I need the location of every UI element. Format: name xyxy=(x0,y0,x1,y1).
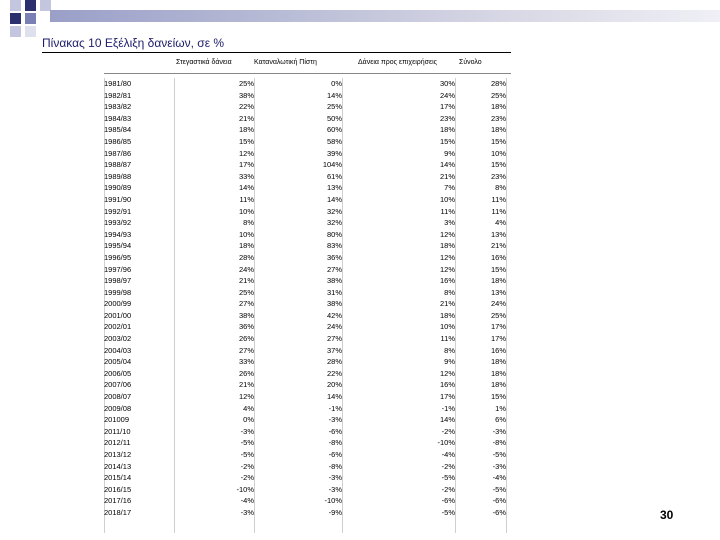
value-cell: -3% xyxy=(240,426,254,436)
table-row xyxy=(104,90,506,102)
value-cell: 12% xyxy=(439,368,455,378)
value-cell: 16% xyxy=(490,252,506,262)
table-row xyxy=(104,391,506,403)
period-cell: 1995/94 xyxy=(104,241,132,251)
value-cell: 25% xyxy=(490,310,506,320)
period-cell: 2013/12 xyxy=(104,450,132,459)
value-cell: 11% xyxy=(440,206,455,216)
period-cell: 1994/93 xyxy=(104,229,132,239)
value-cell: 50% xyxy=(326,113,342,123)
value-cell: 8% xyxy=(495,183,506,193)
value-cell: 13% xyxy=(490,229,506,239)
value-cell: 58% xyxy=(326,136,342,146)
period-cell: 2001/00 xyxy=(104,310,132,320)
value-cell: 10% xyxy=(439,322,455,332)
value-cell: 38% xyxy=(326,299,342,309)
table-row xyxy=(104,171,506,183)
value-cell: 16% xyxy=(490,345,506,355)
value-cell: 4% xyxy=(243,403,254,413)
value-cell: -6% xyxy=(492,507,506,517)
value-cell: 12% xyxy=(439,252,455,262)
value-cell: 15% xyxy=(439,136,455,146)
period-cell: 2000/99 xyxy=(104,299,132,309)
period-cell: 201009 xyxy=(104,415,130,425)
value-cell: -4% xyxy=(492,473,506,483)
value-cell: 25% xyxy=(326,102,342,112)
table-row xyxy=(104,461,506,473)
value-cell: 20% xyxy=(326,380,342,390)
table-row xyxy=(104,287,506,299)
value-cell: 16% xyxy=(439,380,455,390)
value-cell: -6% xyxy=(492,496,506,506)
value-cell: 21% xyxy=(238,113,254,123)
value-cell: -10% xyxy=(324,496,342,506)
value-cell: 37% xyxy=(326,345,342,355)
period-cell: 1987/86 xyxy=(104,148,132,158)
table-row xyxy=(104,437,506,449)
value-cell: 22% xyxy=(238,102,254,112)
table-row xyxy=(104,426,506,438)
value-cell: 17% xyxy=(490,322,506,332)
period-cell: 1996/95 xyxy=(104,252,132,262)
value-cell: -10% xyxy=(437,438,455,448)
table-row xyxy=(104,78,506,90)
value-cell: 12% xyxy=(439,229,455,239)
col-header-business: Δάνεια προς επιχειρήσεις xyxy=(358,59,438,66)
value-cell: 17% xyxy=(439,102,455,112)
header-gradient-bar xyxy=(50,10,720,22)
table-row xyxy=(104,124,506,136)
value-cell: 38% xyxy=(238,90,254,100)
value-cell: 18% xyxy=(439,310,455,320)
loans-table xyxy=(104,78,506,519)
value-cell: 11% xyxy=(440,334,455,344)
value-cell: 21% xyxy=(238,276,254,286)
value-cell: 0% xyxy=(331,79,342,88)
table-row xyxy=(104,113,506,125)
value-cell: 28% xyxy=(490,79,506,88)
value-cell: -3% xyxy=(492,461,506,471)
value-cell: -6% xyxy=(328,450,342,459)
value-cell: -6% xyxy=(328,426,342,436)
value-cell: 33% xyxy=(238,171,254,181)
value-cell: 4% xyxy=(495,218,506,228)
value-cell: 31% xyxy=(326,287,342,297)
value-cell: -2% xyxy=(240,461,254,471)
table-row xyxy=(104,484,506,496)
period-cell: 1991/90 xyxy=(104,194,132,204)
value-cell: -6% xyxy=(441,496,455,506)
period-cell: 1984/83 xyxy=(104,113,132,123)
value-cell: 18% xyxy=(238,241,254,251)
value-cell: 21% xyxy=(238,380,254,390)
value-cell: 36% xyxy=(326,252,342,262)
value-cell: 104% xyxy=(322,160,342,170)
value-cell: -2% xyxy=(441,484,455,494)
value-cell: 25% xyxy=(238,287,254,297)
value-cell: -3% xyxy=(328,415,342,425)
period-cell: 1998/97 xyxy=(104,276,132,286)
period-cell: 1983/82 xyxy=(104,102,132,112)
value-cell: 10% xyxy=(490,148,506,158)
period-cell: 2008/07 xyxy=(104,392,132,402)
value-cell: 13% xyxy=(490,287,506,297)
period-cell: 2007/06 xyxy=(104,380,132,390)
value-cell: -8% xyxy=(492,438,506,448)
value-cell: 25% xyxy=(238,79,254,88)
period-cell: 2011/10 xyxy=(104,426,131,436)
value-cell: -1% xyxy=(441,403,455,413)
value-cell: 14% xyxy=(326,90,342,100)
value-cell: 18% xyxy=(490,357,506,367)
table-row xyxy=(104,159,506,171)
period-cell: 2018/17 xyxy=(104,507,132,517)
table-row xyxy=(104,414,506,426)
value-cell: 26% xyxy=(238,368,254,378)
value-cell: 12% xyxy=(238,148,254,158)
page-title: Πίνακας 10 Εξέλιξη δανείων, σε % xyxy=(42,36,225,50)
value-cell: 14% xyxy=(439,415,455,425)
value-cell: 15% xyxy=(238,136,254,146)
value-cell: 18% xyxy=(490,276,506,286)
value-cell: -5% xyxy=(492,450,506,459)
period-cell: 1997/96 xyxy=(104,264,132,274)
value-cell: 10% xyxy=(238,229,254,239)
table-row xyxy=(104,194,506,206)
period-cell: 1993/92 xyxy=(104,218,132,228)
period-cell: 1982/81 xyxy=(104,90,132,100)
value-cell: 18% xyxy=(439,125,455,135)
value-cell: 24% xyxy=(490,299,506,309)
value-cell: 26% xyxy=(238,334,254,344)
period-cell: 1999/98 xyxy=(104,287,132,297)
value-cell: 18% xyxy=(490,102,506,112)
table-row xyxy=(104,507,506,519)
value-cell: 38% xyxy=(326,276,342,286)
table-row xyxy=(104,472,506,484)
table-row xyxy=(104,217,506,229)
value-cell: -3% xyxy=(328,484,342,494)
table-row xyxy=(104,182,506,194)
value-cell: -5% xyxy=(441,473,455,483)
value-cell: 23% xyxy=(439,113,455,123)
value-cell: 30% xyxy=(439,79,455,88)
value-cell: 32% xyxy=(326,206,342,216)
value-cell: 14% xyxy=(326,194,342,204)
period-cell: 1989/88 xyxy=(104,171,132,181)
value-cell: 3% xyxy=(444,218,455,228)
value-cell: 14% xyxy=(326,392,342,402)
value-cell: 12% xyxy=(238,392,254,402)
table-row xyxy=(104,310,506,322)
period-cell: 1992/91 xyxy=(104,206,132,216)
value-cell: -10% xyxy=(236,484,254,494)
period-cell: 2017/16 xyxy=(104,496,132,506)
value-cell: 9% xyxy=(444,148,455,158)
value-cell: -4% xyxy=(441,450,455,459)
value-cell: 61% xyxy=(326,171,342,181)
value-cell: -3% xyxy=(240,507,254,517)
value-cell: 8% xyxy=(444,287,455,297)
value-cell: 10% xyxy=(439,194,455,204)
value-cell: 60% xyxy=(326,125,342,135)
value-cell: 11% xyxy=(491,194,506,204)
period-cell: 2009/08 xyxy=(104,403,132,413)
col-header-consumer: Καταναλωτική Πίστη xyxy=(254,59,317,66)
value-cell: 9% xyxy=(444,357,455,367)
value-cell: 15% xyxy=(490,392,506,402)
value-cell: 7% xyxy=(444,183,455,193)
value-cell: 14% xyxy=(238,183,254,193)
value-cell: 83% xyxy=(326,241,342,251)
col-header-total: Σύνολο xyxy=(459,59,482,66)
value-cell: 80% xyxy=(326,229,342,239)
title-rule xyxy=(42,52,511,53)
table-row xyxy=(104,368,506,380)
value-cell: 1% xyxy=(495,403,506,413)
col-header-housing: Στεγαστικά δάνεια xyxy=(176,59,232,66)
header-rule xyxy=(104,73,511,74)
value-cell: 38% xyxy=(238,310,254,320)
value-cell: 0% xyxy=(243,415,254,425)
period-cell: 1986/85 xyxy=(104,136,132,146)
value-cell: 8% xyxy=(444,345,455,355)
value-cell: 21% xyxy=(439,299,455,309)
value-cell: 17% xyxy=(439,392,455,402)
table-row xyxy=(104,101,506,113)
value-cell: 39% xyxy=(326,148,342,158)
period-cell: 2012/11 xyxy=(104,438,131,448)
value-cell: 23% xyxy=(490,113,506,123)
value-cell: 21% xyxy=(439,171,455,181)
value-cell: 11% xyxy=(491,206,506,216)
value-cell: 24% xyxy=(439,90,455,100)
value-cell: 17% xyxy=(490,334,506,344)
value-cell: 42% xyxy=(326,310,342,320)
period-cell: 2003/02 xyxy=(104,334,132,344)
value-cell: 16% xyxy=(439,276,455,286)
value-cell: 24% xyxy=(326,322,342,332)
value-cell: 23% xyxy=(490,171,506,181)
value-cell: -4% xyxy=(240,496,254,506)
table-row xyxy=(104,264,506,276)
value-cell: 18% xyxy=(490,368,506,378)
value-cell: 27% xyxy=(326,334,342,344)
value-cell: 27% xyxy=(326,264,342,274)
value-cell: -1% xyxy=(328,403,342,413)
period-cell: 2015/14 xyxy=(104,473,132,483)
value-cell: -3% xyxy=(492,426,506,436)
table-row xyxy=(104,403,506,415)
table-row xyxy=(104,275,506,287)
table-row xyxy=(104,252,506,264)
value-cell: 18% xyxy=(490,125,506,135)
table-row xyxy=(104,333,506,345)
value-cell: -3% xyxy=(328,473,342,483)
period-cell: 1990/89 xyxy=(104,183,132,193)
table-row xyxy=(104,321,506,333)
table-row xyxy=(104,495,506,507)
period-cell: 1981/80 xyxy=(104,79,132,88)
value-cell: 6% xyxy=(495,415,506,425)
table-row xyxy=(104,449,506,461)
table-row xyxy=(104,379,506,391)
value-cell: -8% xyxy=(328,461,342,471)
value-cell: -8% xyxy=(328,438,342,448)
table-row xyxy=(104,136,506,148)
period-cell: 2006/05 xyxy=(104,368,132,378)
table-row xyxy=(104,206,506,218)
table-row xyxy=(104,240,506,252)
value-cell: 18% xyxy=(238,125,254,135)
value-cell: 36% xyxy=(238,322,254,332)
value-cell: 22% xyxy=(326,368,342,378)
value-cell: 11% xyxy=(239,194,254,204)
value-cell: 25% xyxy=(490,90,506,100)
value-cell: 12% xyxy=(439,264,455,274)
grid-line xyxy=(506,78,507,533)
value-cell: 27% xyxy=(238,345,254,355)
value-cell: 33% xyxy=(238,357,254,367)
table-row xyxy=(104,148,506,160)
value-cell: -5% xyxy=(240,438,254,448)
value-cell: -5% xyxy=(441,507,455,517)
value-cell: 15% xyxy=(490,136,506,146)
page-number: 30 xyxy=(660,508,674,522)
value-cell: 14% xyxy=(439,160,455,170)
period-cell: 2005/04 xyxy=(104,357,132,367)
value-cell: -9% xyxy=(328,507,342,517)
value-cell: 15% xyxy=(490,264,506,274)
table-row xyxy=(104,229,506,241)
value-cell: 17% xyxy=(238,160,254,170)
value-cell: 21% xyxy=(490,241,506,251)
value-cell: 24% xyxy=(238,264,254,274)
value-cell: 13% xyxy=(326,183,342,193)
period-cell: 2016/15 xyxy=(104,484,132,494)
value-cell: 10% xyxy=(238,206,254,216)
table-row xyxy=(104,356,506,368)
value-cell: 32% xyxy=(326,218,342,228)
period-cell: 2014/13 xyxy=(104,461,132,471)
value-cell: 18% xyxy=(439,241,455,251)
value-cell: 15% xyxy=(490,160,506,170)
value-cell: -2% xyxy=(441,461,455,471)
period-cell: 2004/03 xyxy=(104,345,132,355)
value-cell: -5% xyxy=(240,450,254,459)
value-cell: 28% xyxy=(238,252,254,262)
value-cell: -2% xyxy=(441,426,455,436)
period-cell: 1985/84 xyxy=(104,125,132,135)
value-cell: 18% xyxy=(490,380,506,390)
value-cell: 27% xyxy=(238,299,254,309)
period-cell: 2002/01 xyxy=(104,322,132,332)
period-cell: 1988/87 xyxy=(104,160,132,170)
value-cell: -5% xyxy=(492,484,506,494)
value-cell: 8% xyxy=(243,218,254,228)
value-cell: 28% xyxy=(326,357,342,367)
table-row xyxy=(104,345,506,357)
value-cell: -2% xyxy=(240,473,254,483)
table-row xyxy=(104,298,506,310)
